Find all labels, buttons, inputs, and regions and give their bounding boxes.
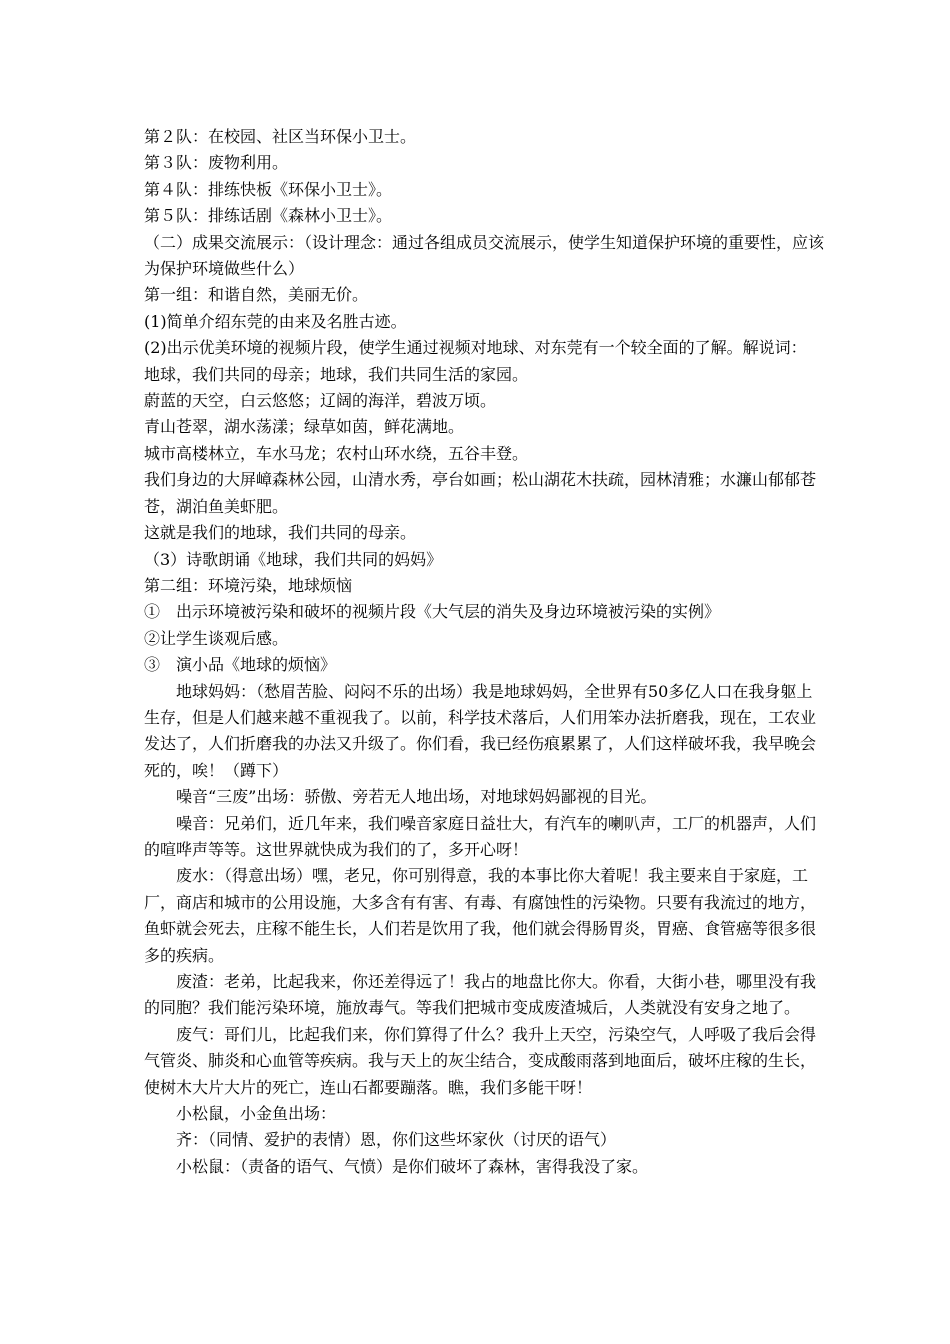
paragraph: ②让学生谈观后感。 — [144, 628, 289, 648]
paragraph: 废气：哥们儿，比起我们来，你们算得了什么？我升上天空，污染空气，人呼吸了我后会得气管炎、肺炎和心血管等疾病。我与天上的灰尘结合，变成酸雨落到地面后，破坏庄稼的生长，使树木大片大片的死亡，连山石都要蹦落。瞧，我们多能干呀！ — [144, 1024, 817, 1097]
paragraph: 噪音：兄弟们，近几年来，我们噪音家庭日益壮大，有汽车的喇叭声，工厂的机器声，人们的喧哗声等等。这世界就快成为我们的了，多开心呀！ — [144, 813, 817, 859]
paragraph: ① 出示环境被污染和破坏的视频片段《大气层的消失及身边环境被污染的实例》 — [144, 602, 721, 622]
paragraph: 第二组：环境污染，地球烦恼 — [144, 575, 353, 595]
paragraph: 青山苍翠，湖水荡漾；绿草如茵，鲜花满地。 — [144, 417, 465, 437]
paragraph: ③ 演小品《地球的烦恼》 — [144, 655, 337, 675]
paragraph: (1)简单介绍东莞的由来及名胜古迹。 — [144, 311, 407, 331]
paragraph: 小松鼠，小金鱼出场： — [176, 1104, 337, 1124]
paragraph: 第２队：在校园、社区当环保小卫士。 — [144, 127, 417, 146]
paragraph: 这就是我们的地球，我们共同的母亲。 — [144, 523, 417, 543]
paragraph: 城市高楼林立，车水马龙；农村山环水绕，五谷丰登。 — [144, 443, 529, 463]
paragraph: （二）成果交流展示：（设计理念：通过各组成员交流展示，使学生知道保护环境的重要性，应该为保护环境做些什么） — [144, 232, 825, 279]
paragraph: (2)出示优美环境的视频片段，使学生通过视频对地球、对东莞有一个较全面的了解。解说词： — [144, 338, 807, 358]
paragraph: 第３队：废物利用。 — [144, 153, 289, 173]
document-page — [144, 124, 824, 1180]
paragraph: 地球妈妈：（愁眉苦脸、闷闷不乐的出场）我是地球妈妈，全世界有50多亿人口在我身躯上生存，但是人们越来越不重视我了。以前，科学技术落后，人们用笨办法折磨我，现在，工农业发达了，人们折磨我的办法又升级了。你们看，我已经伤痕累累了，人们这样破坏我，我早晚会死的，唉！（蹲下） — [144, 681, 817, 780]
paragraph: 小松鼠：（责备的语气、气愤）是你们破坏了森林，害得我没了家。 — [176, 1156, 649, 1176]
paragraph: 齐：（同情、爱护的表情）恩，你们这些坏家伙（讨厌的语气） — [176, 1130, 617, 1150]
paragraph: 噪音“三废”出场：骄傲、旁若无人地出场，对地球妈妈鄙视的目光。 — [176, 787, 657, 807]
paragraph: 第５队：排练话剧《森林小卫士》。 — [144, 206, 393, 226]
paragraph: 废渣：老弟，比起我来，你还差得远了！我占的地盘比你大。你看，大街小巷，哪里没有我的同胞？我们能污染环境，施放毒气。等我们把城市变成废渣城后，人类就没有安身之地了。 — [144, 972, 817, 1018]
paragraph: 第４队：排练快板《环保小卫士》。 — [144, 179, 393, 199]
paragraph: 废水：（得意出场）嘿，老兄，你可别得意，我的本事比你大着呢！我主要来自于家庭，工厂，商店和城市的公用设施，大多含有有害、有毒、有腐蚀性的污染物。只要有我流过的地方，鱼虾就会死去，庄稼不能生长，人们若是饮用了我，他们就会得肠胃炎，胃癌、食管癌等很多很多的疾病。 — [144, 866, 817, 965]
paragraph: 蔚蓝的天空，白云悠悠；辽阔的海洋，碧波万顷。 — [144, 391, 497, 411]
paragraph: 第一组：和谐自然，美丽无价。 — [144, 285, 369, 305]
paragraph: 我们身边的大屏嶂森林公园，山清水秀，亭台如画；松山湖花木扶疏，园林清雅；水濂山郁郁苍苍，湖泊鱼美虾肥。 — [144, 470, 817, 516]
paragraph: 地球，我们共同的母亲；地球，我们共同生活的家园。 — [144, 364, 529, 384]
paragraph: （3）诗歌朗诵《地球，我们共同的妈妈》 — [144, 549, 443, 569]
